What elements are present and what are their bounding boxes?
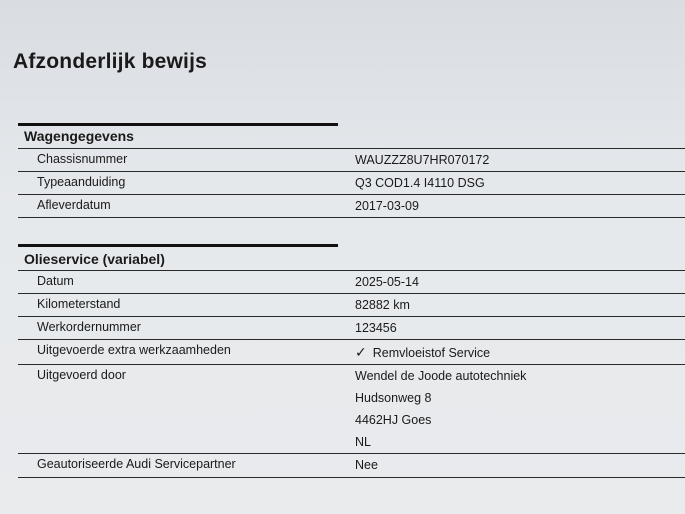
row-divider — [18, 364, 685, 365]
label-extra-werkzaamheden: Uitgevoerde extra werkzaamheden — [37, 343, 231, 357]
page-title: Afzonderlijk bewijs — [13, 50, 207, 73]
row-divider — [18, 316, 685, 317]
value-afleverdatum: 2017-03-09 — [355, 199, 419, 213]
value-uitgevoerd-door-line-1: Wendel de Joode autotechniek — [355, 369, 527, 383]
row-divider — [18, 194, 685, 195]
value-werkordernummer: 123456 — [355, 321, 397, 335]
section-title-service: Olieservice (variabel) — [24, 251, 165, 267]
row-divider — [18, 477, 685, 478]
value-uitgevoerd-door-line-3: 4462HJ Goes — [355, 413, 432, 427]
label-kilometerstand: Kilometerstand — [37, 297, 121, 311]
label-uitgevoerd-door: Uitgevoerd door — [37, 368, 126, 382]
row-divider — [18, 148, 685, 149]
value-chassisnummer: WAUZZZ8U7HR070172 — [355, 153, 490, 167]
row-divider — [18, 293, 685, 294]
extra-werkzaamheden-text: Remvloeistof Service — [372, 346, 491, 360]
label-typeaanduiding: Typeaanduiding — [37, 175, 126, 189]
row-divider — [18, 171, 685, 172]
value-kilometerstand: 82882 km — [355, 298, 410, 312]
label-audi-servicepartner: Geautoriseerde Audi Servicepartner — [37, 457, 236, 471]
label-datum: Datum — [37, 274, 74, 288]
value-uitgevoerd-door-line-2: Hudsonweg 8 — [355, 391, 432, 405]
section-bar-service — [18, 244, 338, 247]
section-title-vehicle: Wagengegevens — [24, 128, 134, 144]
value-audi-servicepartner: Nee — [355, 458, 378, 472]
row-divider — [18, 270, 685, 271]
section-bar-vehicle — [18, 123, 338, 126]
label-chassisnummer: Chassisnummer — [37, 152, 128, 166]
row-divider — [18, 217, 685, 218]
label-afleverdatum: Afleverdatum — [37, 198, 111, 212]
row-divider — [18, 339, 685, 340]
value-datum: 2025-05-14 — [355, 275, 419, 289]
checkmark-icon: ✓ — [355, 344, 367, 360]
value-typeaanduiding: Q3 COD1.4 I4110 DSG — [355, 176, 485, 190]
label-werkordernummer: Werkordernummer — [37, 320, 141, 334]
row-divider — [18, 453, 685, 454]
value-uitgevoerd-door-line-4: NL — [355, 435, 371, 449]
value-extra-werkzaamheden — [355, 344, 490, 361]
